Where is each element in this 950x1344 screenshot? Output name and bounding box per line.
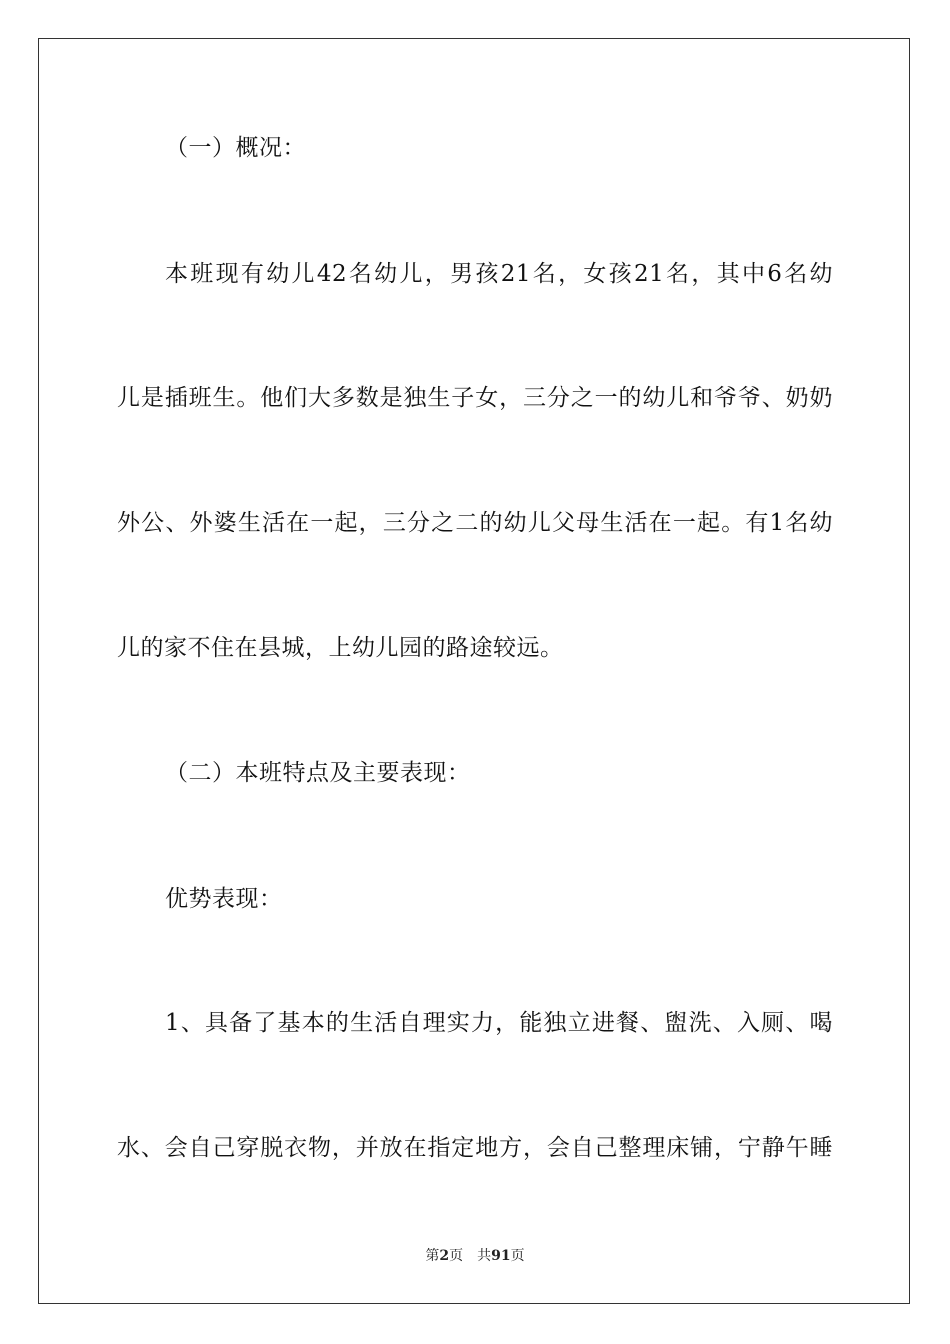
section-heading-overview: （一）概况：: [165, 135, 306, 161]
page-footer: [0, 1247, 950, 1265]
section-heading-features: （二）本班特点及主要表现：: [165, 760, 471, 786]
footer-total-pages: 91: [491, 1248, 511, 1264]
paragraph-line-2: 儿是插班生。他们大多数是独生子女，三分之一的幼儿和爷爷、奶奶: [117, 385, 833, 411]
footer-page-suffix: 页: [449, 1248, 464, 1264]
footer-page-number: 2: [439, 1248, 450, 1264]
paragraph-line-1: 本班现有幼儿42名幼儿，男孩21名，女孩21名，其中6名幼: [165, 261, 833, 287]
page-border: [38, 38, 910, 1304]
list-item-1-line-1: 1、具备了基本的生活自理实力，能独立进餐、盥洗、入厕、喝: [165, 1010, 833, 1036]
paragraph-line-3: 外公、外婆生活在一起，三分之二的幼儿父母生活在一起。有1名幼: [117, 510, 833, 536]
footer-total-suffix: 页: [510, 1248, 525, 1264]
list-item-1-line-2: 水、会自己穿脱衣物，并放在指定地方，会自己整理床铺，宁静午睡: [117, 1135, 833, 1161]
subheading-advantages: 优势表现：: [165, 886, 283, 912]
paragraph-line-4: 儿的家不住在县城，上幼儿园的路途较远。: [117, 635, 564, 661]
footer-page-prefix: 第: [425, 1248, 440, 1264]
footer-total-prefix: 共: [477, 1248, 492, 1264]
